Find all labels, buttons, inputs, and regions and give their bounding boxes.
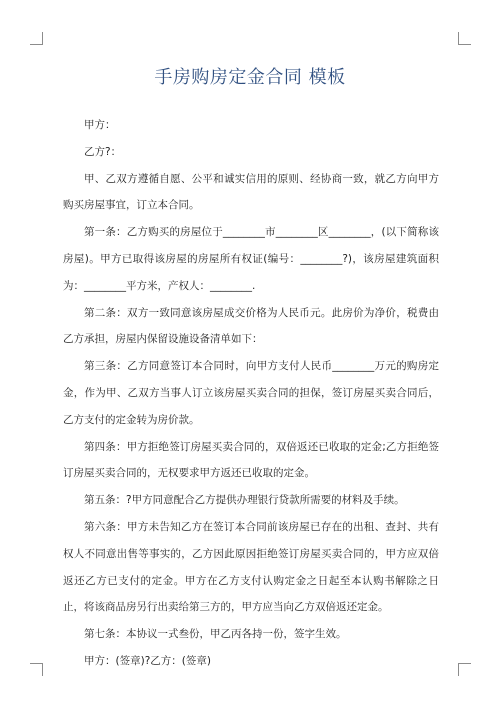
- party-a-line: 甲方：: [84, 119, 116, 131]
- crop-mark-bottom-right: [458, 663, 471, 676]
- clause-2: 第二条：双方一致同意该房屋成交价格为人民币元。此房价为净价，税费由乙方承担，房屋内保留设施设备清单如下：: [63, 306, 439, 346]
- document-body: [63, 112, 439, 675]
- crop-mark-top-right: [458, 32, 471, 45]
- clause-1: 第一条：乙方购买的房屋位于________市________区________，(以下简称该房屋)。甲方已取得该房屋的房屋所有权证(编号：________?)，该房屋建筑面积为：________平方米，产权人：________.: [63, 226, 439, 292]
- clause-7: 第七条：本协议一式叁份，甲乙丙各持一份，签字生效。: [84, 628, 347, 641]
- clause-3: 第三条：乙方同意签订本合同时，向甲方支付人民币________万元的购房定金，作为甲、乙双方当事人订立该房屋买卖合同的担保，签订房屋买卖合同后，乙方支付的定金转为房价款。: [63, 360, 439, 426]
- preamble-paragraph: 甲、乙双方遵循自愿、公平和诚实信用的原则、经协商一致，就乙方向甲方购买房屋事宜，订立本合同。: [63, 172, 439, 212]
- clause-4: 第四条：甲方拒绝签订房屋买卖合同的，双倍返还已收取的定金;乙方拒绝签订房屋买卖合同的，无权要求甲方返还已收取的定金。: [63, 440, 439, 480]
- clause-6: 第六条：甲方未告知乙方在签订本合同前该房屋已存在的出租、查封、共有权人不同意出售等事实的，乙方因此原因拒绝签订房屋买卖合同的，甲方应双倍返还乙方已支付的定金。甲方在乙方支付认购定金之日起至本认购书解除之日止，将该商品房另行出卖给第三方的，甲方应当向乙方双倍返还定金。: [63, 520, 439, 614]
- document-title: 手房购房定金合同 模板: [154, 67, 346, 88]
- signature-line: 甲方：(签章)?乙方：(签章): [84, 654, 211, 667]
- crop-mark-bottom-left: [30, 663, 43, 676]
- crop-mark-top-left: [30, 32, 43, 45]
- clause-5: 第五条：?甲方同意配合乙方提供办理银行贷款所需要的材料及手续。: [84, 494, 405, 507]
- party-b-line: 乙方?：: [84, 145, 122, 158]
